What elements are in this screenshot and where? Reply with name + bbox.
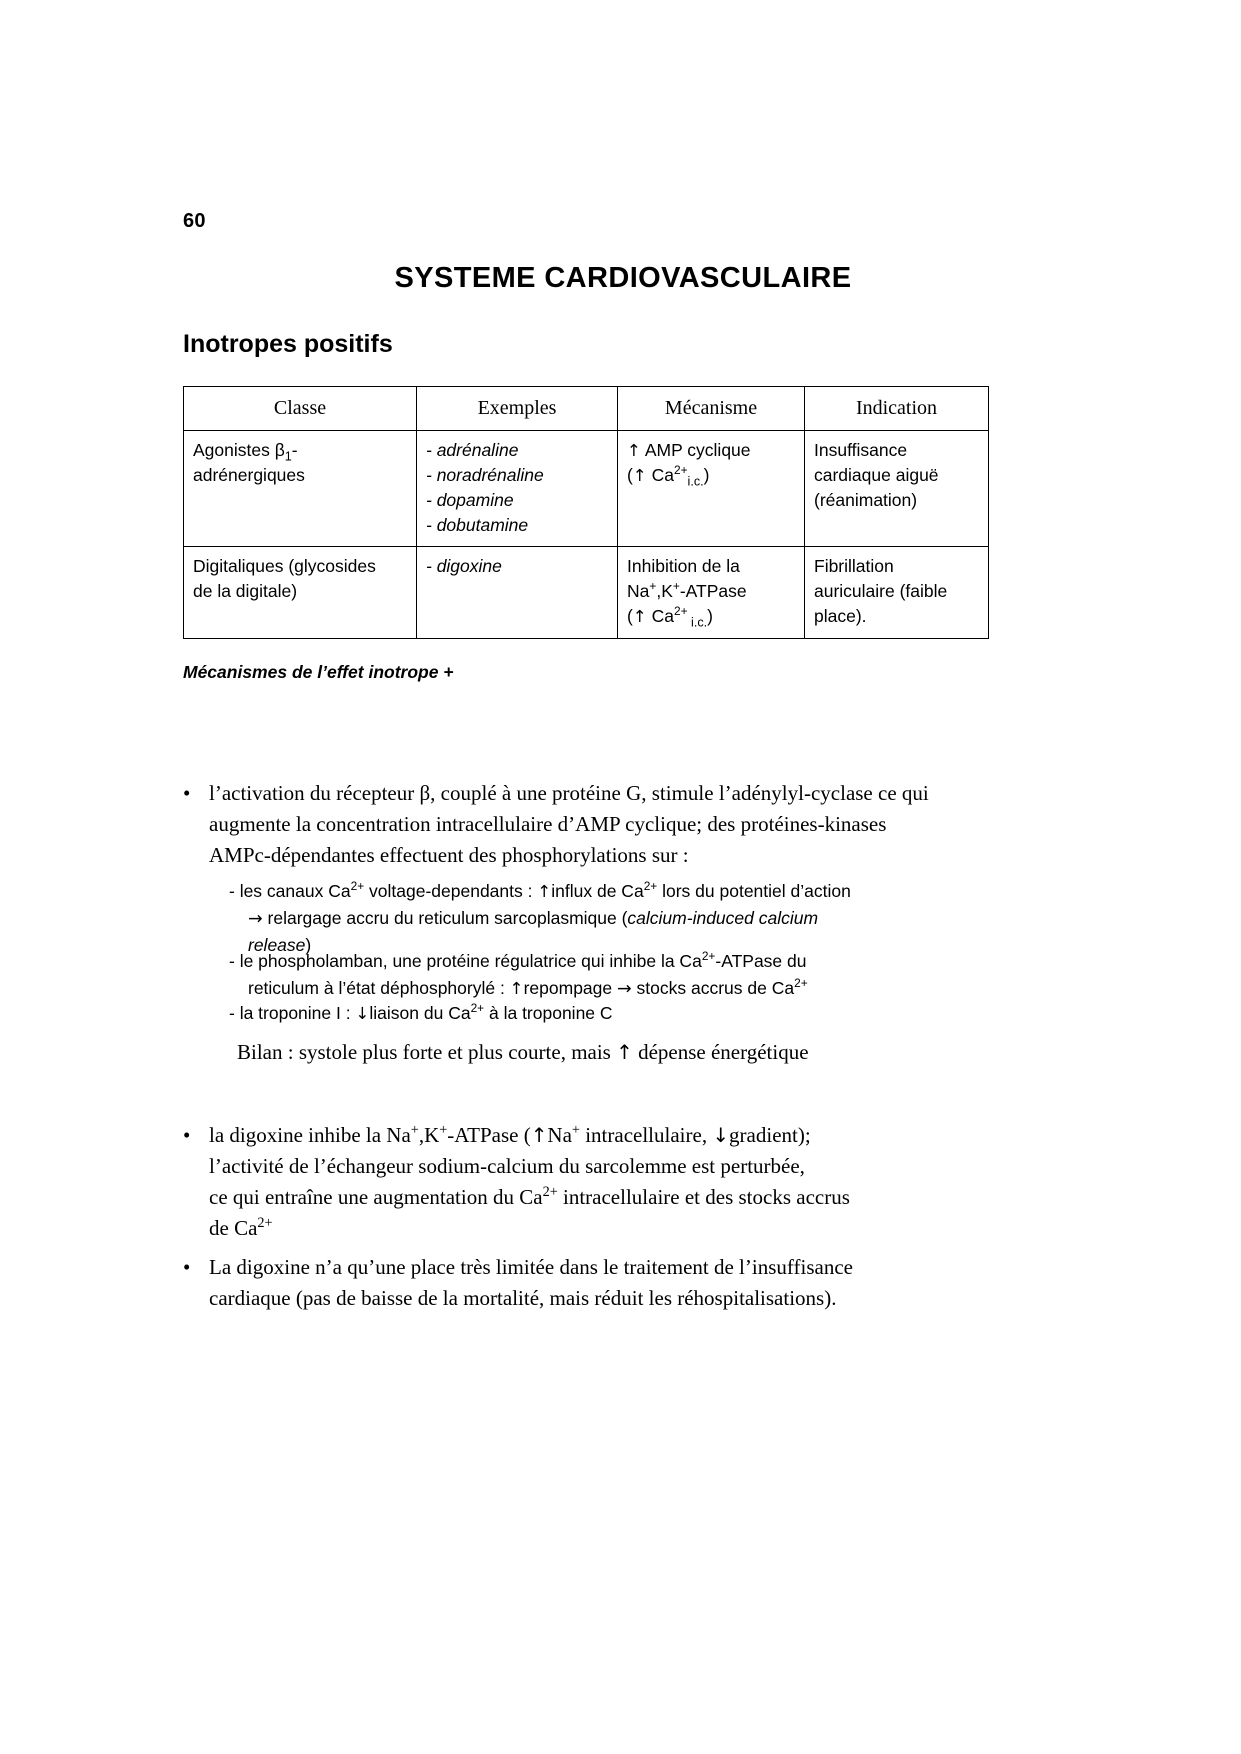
table-row bbox=[184, 547, 989, 639]
bullet-item-digoxine-place bbox=[183, 1252, 1083, 1314]
up-arrow-icon: ↑ bbox=[632, 465, 647, 485]
bilan-text-end: dépense énergétique bbox=[632, 1040, 809, 1064]
indication-line: Fibrillation bbox=[814, 556, 894, 577]
indication-line: (réanimation) bbox=[814, 489, 918, 510]
indication-line: place). bbox=[814, 606, 867, 627]
cell-mecanisme-digitaliques bbox=[618, 547, 805, 639]
right-arrow-icon: → bbox=[617, 978, 632, 999]
calcium-label: Ca bbox=[646, 606, 674, 627]
calcium-location: i.c. bbox=[687, 474, 704, 489]
calcium-charge: 2+ bbox=[257, 1215, 273, 1232]
subitem-text: -ATPase du bbox=[715, 951, 807, 971]
potassium-charge: + bbox=[439, 1122, 448, 1138]
subitem-text: - la troponine I : bbox=[229, 1003, 356, 1023]
paren-open: ( bbox=[627, 464, 633, 485]
page-title: SYSTEME CARDIOVASCULAIRE bbox=[394, 262, 852, 294]
bullet-text bbox=[209, 778, 929, 871]
classe-text-end: - bbox=[291, 440, 298, 460]
potassium-charge: + bbox=[672, 579, 680, 594]
example-item: - noradrénaline bbox=[426, 464, 544, 485]
calcium-charge: 2+ bbox=[350, 879, 365, 894]
classe-subscript: 1 bbox=[284, 449, 292, 464]
calcium-charge: 2+ bbox=[470, 1001, 485, 1016]
cell-indication-agonistes bbox=[805, 431, 989, 547]
bullet-text-part: ce qui entraîne une augmentation du Ca bbox=[209, 1185, 543, 1210]
classe-text-line1: Digitaliques (glycosides bbox=[193, 556, 376, 577]
subitem-text: stocks accrus de Ca bbox=[631, 977, 795, 998]
mechanisms-subheading: Mécanismes de l’effet inotrope + bbox=[183, 662, 454, 682]
column-header-exemples: Exemples bbox=[417, 387, 618, 431]
subitem-text: repompage bbox=[523, 977, 617, 998]
bullet-text-part: intracellulaire, bbox=[579, 1123, 713, 1147]
bullet-text-part: intracellulaire et des stocks accrus bbox=[557, 1185, 850, 1210]
classe-text-line2: de la digitale) bbox=[193, 581, 298, 602]
column-header-indication: Indication bbox=[805, 387, 989, 431]
subitem-troponine bbox=[229, 1000, 1069, 1027]
table-body bbox=[184, 431, 989, 639]
cell-classe-digitaliques bbox=[184, 547, 417, 639]
up-arrow-icon: ↑ bbox=[616, 1040, 633, 1064]
bilan-text: Bilan : systole plus forte et plus courte, mais bbox=[237, 1040, 617, 1064]
subitem-emphasis: calcium-induced calcium bbox=[627, 907, 819, 928]
bullet-text bbox=[209, 1252, 853, 1314]
subitem-text: liaison du Ca bbox=[369, 1003, 471, 1023]
mecanisme-text: AMP cyclique bbox=[640, 440, 751, 460]
table-header-row bbox=[184, 387, 989, 431]
calcium-label: Ca bbox=[646, 464, 674, 485]
paren-close: ) bbox=[703, 464, 710, 485]
section-heading: Inotropes positifs bbox=[183, 330, 393, 358]
page-number: 60 bbox=[183, 210, 206, 232]
bullet-text-part: -ATPase ( bbox=[447, 1123, 531, 1147]
drug-table bbox=[183, 386, 989, 639]
bullet-line: augmente la concentration intracellulaire d’AMP cyclique; des protéines-kinases bbox=[209, 812, 887, 837]
bullet-line: AMPc-dépendantes effectuent des phosphorylations sur : bbox=[209, 843, 689, 868]
calcium-charge: 2+ bbox=[673, 463, 688, 478]
bullet-line: La digoxine n’a qu’une place très limitée dans le traitement de l’insuffisance bbox=[209, 1255, 853, 1279]
calcium-charge: 2+ bbox=[673, 604, 688, 619]
bilan-line bbox=[237, 1037, 809, 1068]
bullet-text-part: Na bbox=[547, 1123, 572, 1147]
bullet-text-part: de Ca bbox=[209, 1216, 258, 1241]
drug-table-container bbox=[183, 386, 948, 639]
bullet-item-activation bbox=[183, 778, 1083, 871]
indication-line: Insuffisance bbox=[814, 440, 908, 460]
example-item: - digoxine bbox=[426, 556, 502, 577]
bullet-text-part: la digoxine inhibe la Na bbox=[209, 1123, 411, 1147]
subitem-text: influx de Ca bbox=[551, 881, 644, 901]
calcium-charge: 2+ bbox=[701, 949, 716, 964]
cell-exemples-agonistes bbox=[417, 431, 618, 547]
down-arrow-icon: ↓ bbox=[712, 1123, 730, 1147]
bullet-item-digoxine-mechanism bbox=[183, 1120, 1083, 1244]
subitem-text: relargage accru du reticulum sarcoplasmique ( bbox=[262, 907, 628, 928]
subitem-text: reticulum à l’état déphosphorylé : bbox=[248, 977, 510, 998]
calcium-location: i.c. bbox=[687, 615, 708, 630]
table-row bbox=[184, 431, 989, 547]
indication-line: cardiaque aiguë bbox=[814, 464, 939, 485]
paren-open: ( bbox=[627, 606, 633, 627]
bullet-line: l’activité de l’échangeur sodium-calcium du sarcolemme est perturbée, bbox=[209, 1154, 805, 1179]
right-arrow-icon: → bbox=[248, 908, 263, 929]
mecanisme-line1: Inhibition de la bbox=[627, 556, 740, 577]
subitem-text: lors du potentiel d’action bbox=[657, 881, 851, 901]
column-header-mecanisme: Mécanisme bbox=[618, 387, 805, 431]
up-arrow-icon: ↑ bbox=[537, 882, 552, 901]
subitem-text: voltage-dependants : bbox=[364, 881, 538, 901]
up-arrow-icon: ↑ bbox=[509, 978, 524, 998]
cell-mecanisme-agonistes bbox=[618, 431, 805, 547]
subitem-text: - les canaux Ca bbox=[229, 881, 351, 901]
bullet-line: cardiaque (pas de baisse de la mortalité, mais réduit les réhospitalisations). bbox=[209, 1286, 837, 1311]
sodium-charge: + bbox=[571, 1122, 580, 1138]
subitem-canaux-calcium bbox=[229, 878, 1069, 959]
calcium-charge: 2+ bbox=[643, 879, 658, 894]
sodium-label: Na bbox=[627, 581, 650, 602]
up-arrow-icon: ↑ bbox=[530, 1123, 548, 1147]
up-arrow-icon: ↑ bbox=[627, 441, 641, 460]
table-head bbox=[184, 387, 989, 431]
up-arrow-icon: ↑ bbox=[632, 607, 647, 627]
sodium-charge: + bbox=[649, 579, 657, 594]
cell-indication-digitaliques bbox=[805, 547, 989, 639]
bullet-line: l’activation du récepteur β, couplé à une protéine G, stimule l’adénylyl-cyclase ce qui bbox=[209, 781, 929, 805]
calcium-charge: 2+ bbox=[542, 1184, 558, 1201]
sodium-charge: + bbox=[410, 1122, 419, 1138]
down-arrow-icon: ↓ bbox=[355, 1004, 370, 1023]
calcium-charge: 2+ bbox=[794, 975, 808, 990]
classe-text-line2: adrénergiques bbox=[193, 464, 305, 485]
subitem-text: à la troponine C bbox=[484, 1003, 613, 1023]
cell-exemples-digitaliques bbox=[417, 547, 618, 639]
bullet-dot-icon: • bbox=[183, 1123, 191, 1147]
atpase-label: -ATPase bbox=[679, 581, 747, 602]
classe-text: Agonistes β bbox=[193, 440, 285, 460]
potassium-label: ,K bbox=[656, 581, 673, 602]
bullet-text-part: ,K bbox=[418, 1123, 440, 1147]
bullet-text bbox=[209, 1120, 850, 1244]
example-item: - adrénaline bbox=[426, 440, 519, 460]
subitem-phospholamban bbox=[229, 948, 1069, 1002]
paren-close: ) bbox=[305, 935, 312, 956]
example-item: - dopamine bbox=[426, 489, 514, 510]
indication-line: auriculaire (faible bbox=[814, 581, 948, 602]
bullet-dot-icon: • bbox=[183, 1255, 191, 1279]
subitem-text: - le phospholamban, une protéine régulatrice qui inhibe la Ca bbox=[229, 951, 702, 971]
bullet-text-part: gradient); bbox=[729, 1123, 811, 1147]
paren-close: ) bbox=[707, 606, 713, 627]
subitem-emphasis: release bbox=[248, 935, 306, 956]
column-header-classe: Classe bbox=[184, 387, 417, 431]
bullet-dot-icon: • bbox=[183, 781, 191, 805]
cell-classe-agonistes bbox=[184, 431, 417, 547]
example-item: - dobutamine bbox=[426, 514, 529, 535]
